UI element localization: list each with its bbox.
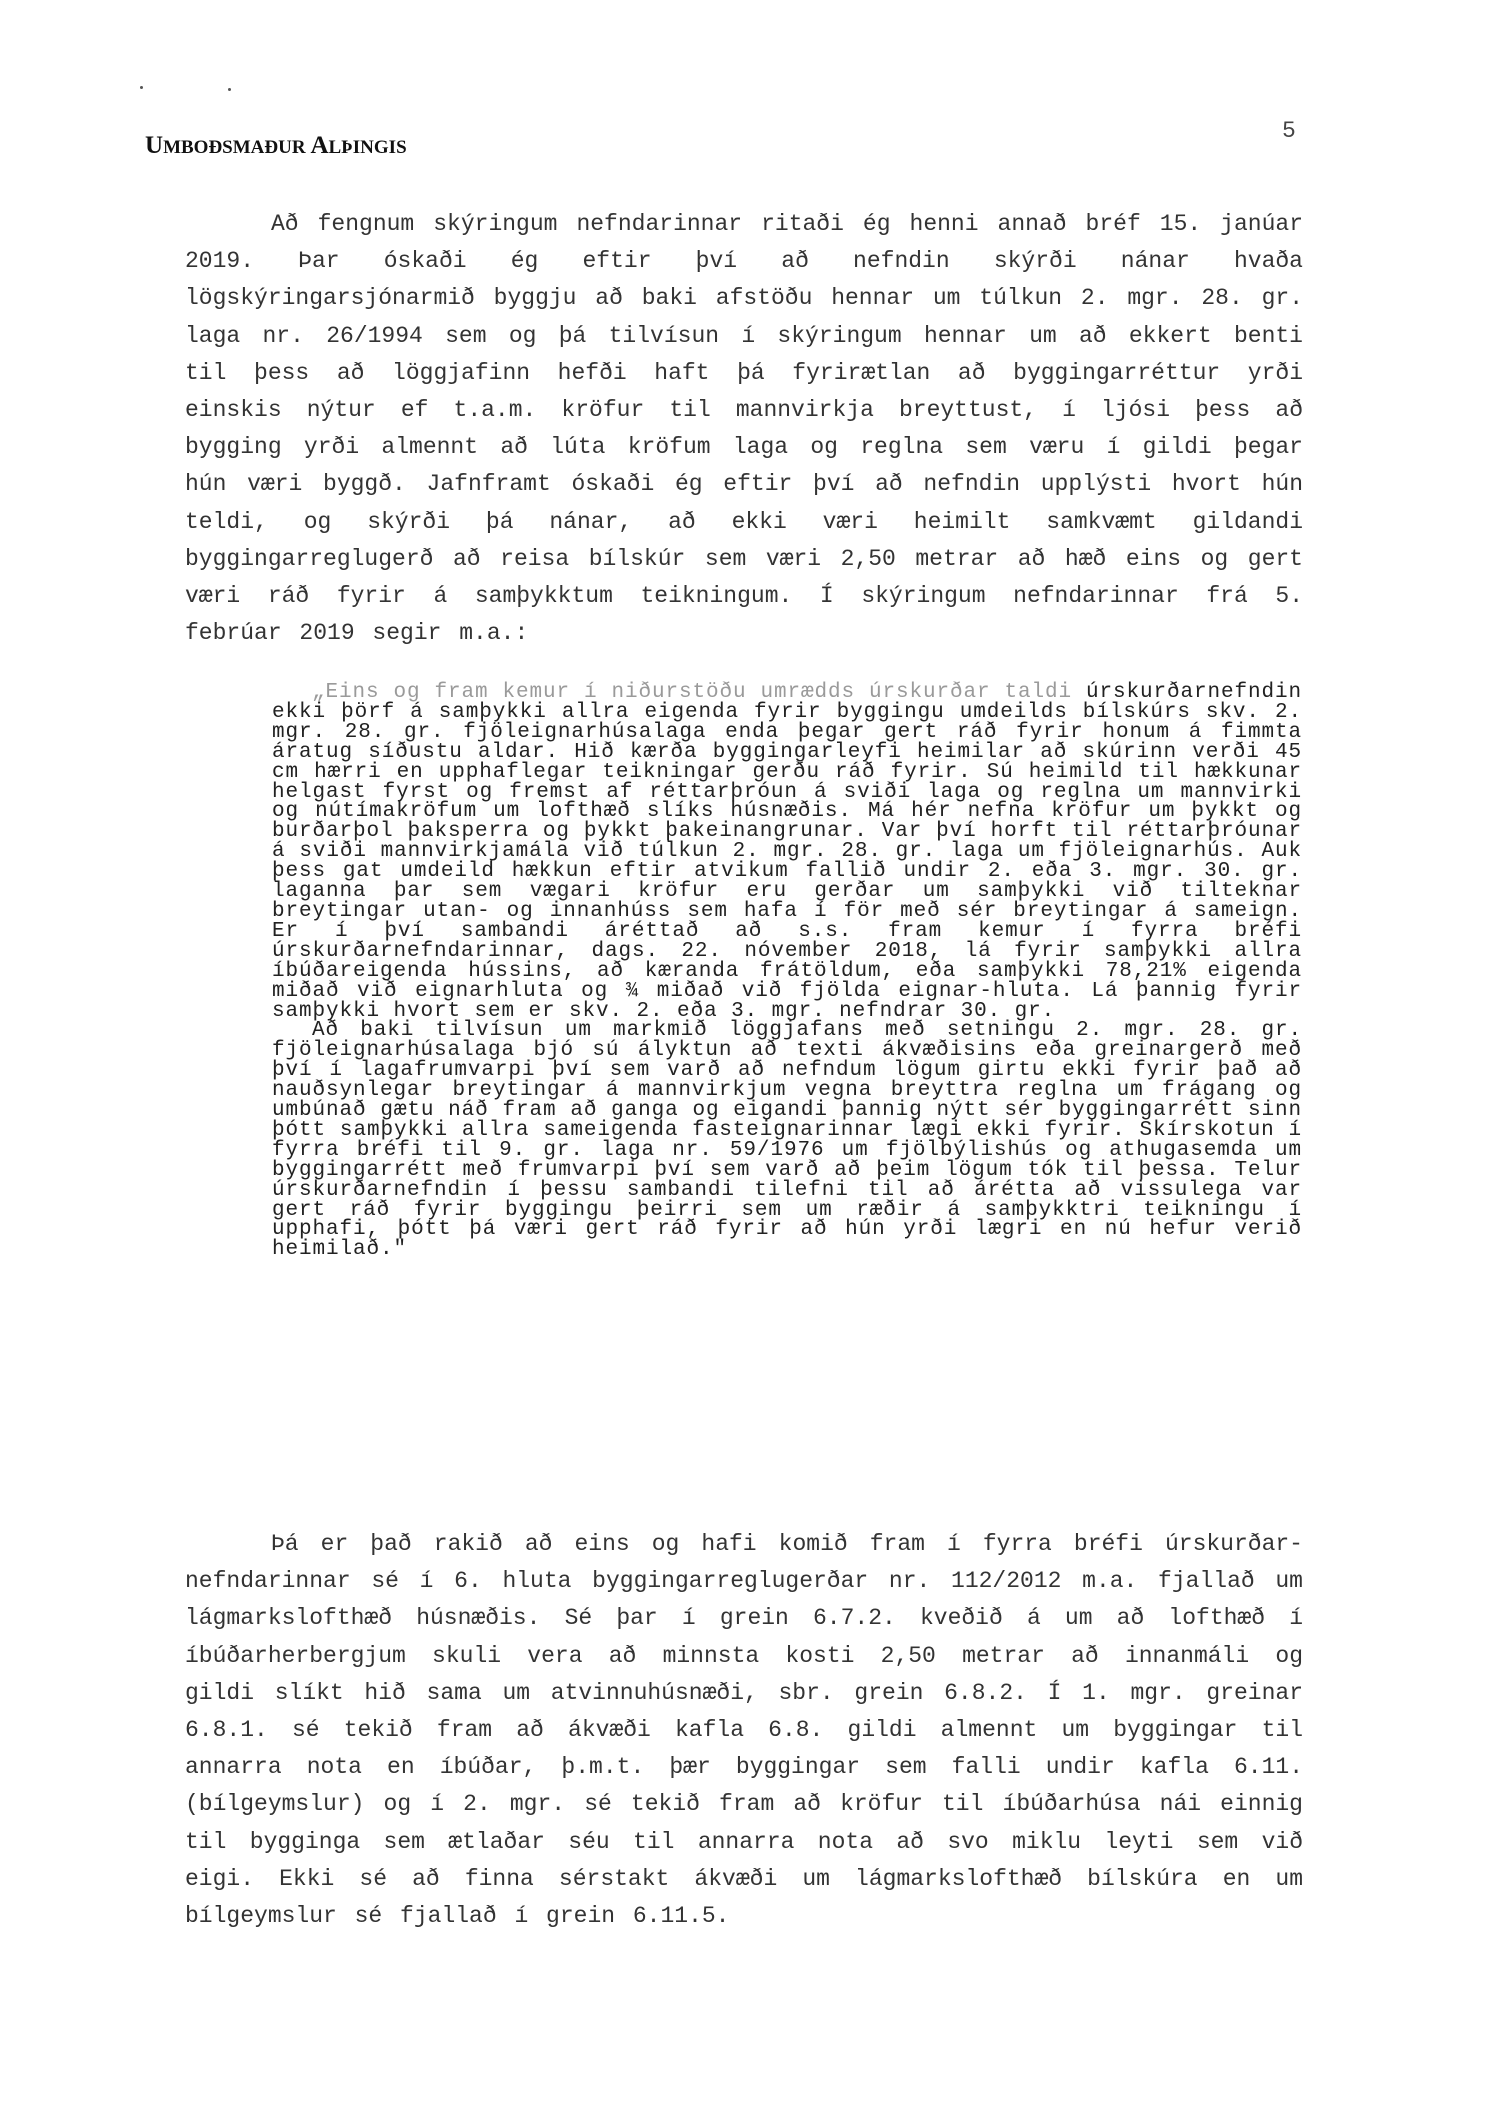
quote-part-1 (272, 683, 1302, 1021)
letterhead-word-2: LÞINGIS (328, 137, 407, 158)
paragraph-1-text: Að fengnum skýringum nefndarinnar ritaði ég henni annað bréf 15. janúar 2019. Þar óskaði ég eftir því að nefndin skýrði nánar hvaða lögskýringarsjónarmið byggju að baki afstöðu hennar um túlkun 2. mgr. 28. gr. laga nr. 26/1994 sem og þá tilvísun í skýringum hennar um að ekkert benti til þess að löggjafinn hefði haft þá fyrirætlan að byggingarréttur yrði einskis nýtur ef t.a.m. kröfur til mannvirkja breyttust, í ljósi þess að bygging yrði almennt að lúta kröfum laga og reglna sem væru í gildi þegar hún væri byggð. Jafnframt óskaði ég eftir því að nefndin upplýsti hvort hún teldi, og skýrði þá nánar, að ekki væri heimilt samkvæmt gildandi byggingarreglugerð að reisa bílskúr sem væri 2,50 metrar að hæð eins og gert væri ráð fyrir á samþykktum teikningum. Í skýringum nefndarinnar frá 5. febrúar 2019 segir m.a.: (185, 211, 1303, 647)
quote-faded-first-line: „Eins og fram kemur í niðurstöðu umrædds úrskurðar taldi (312, 681, 1072, 704)
letterhead-initial-u: U (145, 132, 164, 159)
letterhead (145, 132, 407, 160)
scan-speck (140, 86, 143, 89)
letterhead-word-1: MBOÐSMAÐUR (163, 137, 306, 158)
letterhead-initial-a: A (310, 132, 329, 159)
paragraph-2-text: Þá er það rakið að eins og hafi komið fram í fyrra bréfi úrskurðar-nefndarinnar sé í 6. hluta byggingarreglugerðar nr. 112/2012 m.a. fjallað um lágmarkslofthæð húsnæðis. Sé þar í grein 6.7.2. kveðið á um að lofthæð í íbúðarherbergjum skuli vera að minnsta kosti 2,50 metrar að innanmáli og gildi slíkt hið sama um atvinnuhúsnæði, sbr. grein 6.8.2. Í 1. mgr. greinar 6.8.1. sé tekið fram að ákvæði kafla 6.8. gildi almennt um byggingar til annarra nota en íbúðar, þ.m.t. þær byggingar sem falli undir kafla 6.11. (bílgeymslur) og í 2. mgr. sé tekið fram að kröfur til íbúðarhúsa nái einnig til bygginga sem ætlaðar séu til annarra nota að svo miklu leyti sem við eigi. Ekki sé að finna sérstakt ákvæði um lágmarkslofthæð bílskúra en um bílgeymslur sé fjallað í grein 6.11.5. (185, 1531, 1303, 1930)
page-number: 5 (1282, 118, 1296, 144)
quote-part-1-text: úrskurðarnefndin ekki þörf á samþykki allra eigenda fyrir byggingu umdeilds bílskúrs skv. 2. mgr. 28. gr. fjöleignarhúsalaga enda þegar gert ráð fyrir honum á fimmta áratug síðustu aldar. Hið kærða byggingarleyfi heimilar að skúrinn verði 45 cm hærri en upphaflegar teikningar gerðu ráð fyrir. Sú heimild til hækkunar helgast fyrst og fremst af réttarþróun á sviði laga og reglna um mannvirki og nútímakröfum um lofthæð slíks húsnæðis. Má hér nefna kröfur um þykkt og burðarþol þaksperra og þykkt þakeinangrunar. Var því horft til réttarþróunar á sviði mannvirkjamála við túlkun 2. mgr. 28. gr. laga um fjöleignarhús. Auk þess gat umdeild hækkun eftir atvikum fallið undir 2. eða 3. mgr. 30. gr. laganna þar sem vægari kröfur eru gerðar um samþykki við tilteknar breytingar utan- og innanhúss sem hafa í för með sér breytingar á sameign. Er í því sambandi áréttað að s.s. fram kemur í fyrra bréfi úrskurðarnefndarinnar, dags. 22. nóvember 2018, lá fyrir samþykki allra íbúðareigenda hússins, að kæranda frátöldum, eða samþykki 78,21% eigenda miðað við eignarhluta og ¾ miðað við fjölda eignar-hluta. Lá þannig fyrir samþykki hvort sem er skv. 2. eða 3. mgr. nefndrar 30. gr. (272, 681, 1302, 1023)
body-paragraph-2 (185, 1526, 1303, 1935)
quote-part-2-text: Að baki tilvísun um markmið löggjafans með setningu 2. mgr. 28. gr. fjöleignarhúsalaga bjó sú ályktun að texti ákvæðisins eða greinargerð með því í lagafrumvarpi því sem varð að nefndum lögum girtu ekki fyrir það að nauðsynlegar breytingar á mannvirkjum vegna breyttra reglna um frágang og umbúnað gætu náð fram að ganga og eigandi þannig nýtt sér byggingarrétt sinn þótt samþykki allra sameigenda fasteignarinnar lægi ekki fyrir. Skírskotun í fyrra bréfi til 9. gr. laga nr. 59/1976 um fjölbýlishús og athugasemda um byggingarrétt með frumvarpi því sem varð að þeim lögum tók til þessa. Telur úrskurðarnefndin í þessu sambandi tilefni til að árétta að vissulega var gert ráð fyrir byggingu þeirri sem um ræðir á samþykktri teikningu í upphafi, þótt þá væri gert ráð fyrir að hún yrði lægri en nú hefur verið heimilað." (272, 1019, 1302, 1262)
body-paragraph-1 (185, 206, 1303, 652)
block-quote (272, 683, 1302, 1260)
quote-part-2 (272, 1021, 1302, 1260)
scan-speck (228, 88, 231, 91)
